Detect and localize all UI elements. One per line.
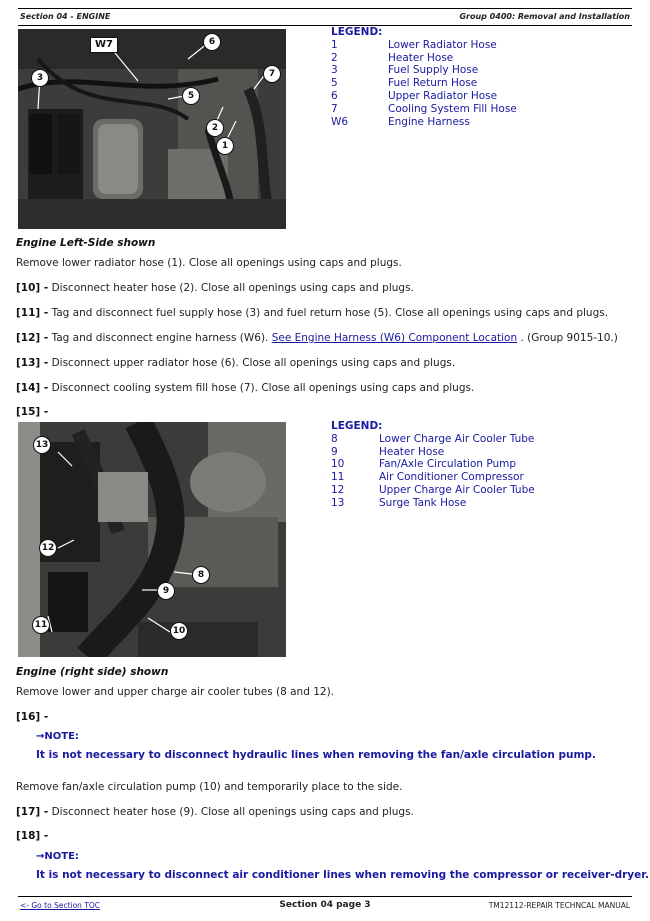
legend-item: 7 Cooling System Fill Hose [331, 102, 517, 115]
callout-6: 6 [203, 33, 221, 51]
legend-item: 10 Fan/Axle Circulation Pump [331, 458, 517, 471]
note-1-heading: →NOTE: [36, 731, 79, 742]
legend-item: 13 Surge Tank Hose [331, 496, 467, 509]
legend-item: 5 Fuel Return Hose [331, 77, 478, 90]
callout-11: 11 [32, 616, 50, 634]
legend-item: 6 Upper Radiator Hose [331, 89, 498, 102]
callout-12: 12 [39, 539, 57, 557]
legend-item: W6 Engine Harness [331, 115, 470, 128]
callout-13: 13 [33, 436, 51, 454]
step-11: [11] - Tag and disconnect fuel supply hose (3) and fuel return hose (5). Close all openings using caps and plugs. [16, 307, 609, 319]
figure-2-caption: Engine (right side) shown [16, 666, 169, 678]
section-toc-link[interactable]: <- Go to Section TOC [20, 901, 101, 910]
legend-item: 3 Fuel Supply Hose [331, 64, 479, 77]
note-1-text: It is not necessary to disconnect hydraulic lines when removing the fan/axle circulation pump. [36, 749, 596, 761]
callout-3: 3 [31, 69, 49, 87]
legend-1 [331, 26, 517, 128]
step-14: [14] - Disconnect cooling system fill hose (7). Close all openings using caps and plugs. [16, 382, 475, 394]
legend-item: 8 Lower Charge Air Cooler Tube [331, 432, 535, 445]
legend-title: LEGEND: [331, 420, 383, 432]
callout-10: 10 [170, 622, 188, 640]
engine-right-illustration [18, 422, 286, 657]
engine-right-photo [18, 422, 286, 657]
callout-7: 7 [263, 65, 281, 83]
callout-5: 5 [182, 87, 200, 105]
callout-9: 9 [157, 582, 175, 600]
legend-item: 9 Heater Hose [331, 445, 445, 458]
step-18: [18] - [16, 830, 49, 842]
callout-2: 2 [206, 119, 224, 137]
step-text: Remove fan/axle circulation pump (10) and temporarily place to the side. [16, 781, 403, 793]
manual-title: TM12112-REPAIR TECHNCAL MANUAL [488, 901, 630, 910]
engine-harness-link[interactable]: See Engine Harness (W6) Component Location [271, 332, 518, 344]
step-16: [16] - [16, 711, 49, 723]
legend-item: 1 Lower Radiator Hose [331, 38, 497, 51]
legend-2 [331, 420, 535, 510]
step-13: [13] - Disconnect upper radiator hose (6). Close all openings using caps and plugs. [16, 357, 456, 369]
page-header [18, 8, 632, 26]
legend-item: 2 Heater Hose [331, 51, 454, 64]
page-footer [18, 896, 632, 915]
legend-title: LEGEND: [331, 26, 383, 38]
step-17: [17] - Disconnect heater hose (9). Close all openings using caps and plugs. [16, 806, 414, 818]
page-number: Section 04 page 3 [279, 900, 371, 910]
step-10: [10] - Disconnect heater hose (2). Close all openings using caps and plugs. [16, 282, 414, 294]
note-2-heading: →NOTE: [36, 851, 79, 862]
engine-left-photo [18, 29, 286, 229]
step-15: [15] - [16, 406, 49, 418]
callout-8: 8 [192, 566, 210, 584]
legend-item: 11 Air Conditioner Compressor [331, 471, 524, 484]
figure-1-caption: Engine Left-Side shown [16, 237, 156, 249]
step-text: Remove lower radiator hose (1). Close all openings using caps and plugs. [16, 257, 402, 269]
callout-1: 1 [216, 137, 234, 155]
group-title: Group 0400: Removal and Installation [459, 12, 630, 21]
note-2-text: It is not necessary to disconnect air conditioner lines when removing the compressor or receiver-dryer. [36, 869, 649, 881]
harness-tag-w7: W7 [90, 37, 118, 53]
engine-left-illustration [18, 29, 286, 229]
section-title: Section 04 - ENGINE [20, 12, 111, 21]
step-text: Remove lower and upper charge air cooler tubes (8 and 12). [16, 686, 335, 698]
step-12: [12] - Tag and disconnect engine harness (W6). See Engine Harness (W6) Component Location . (Group 9015-10.) [16, 332, 618, 344]
legend-item: 12 Upper Charge Air Cooler Tube [331, 483, 535, 496]
